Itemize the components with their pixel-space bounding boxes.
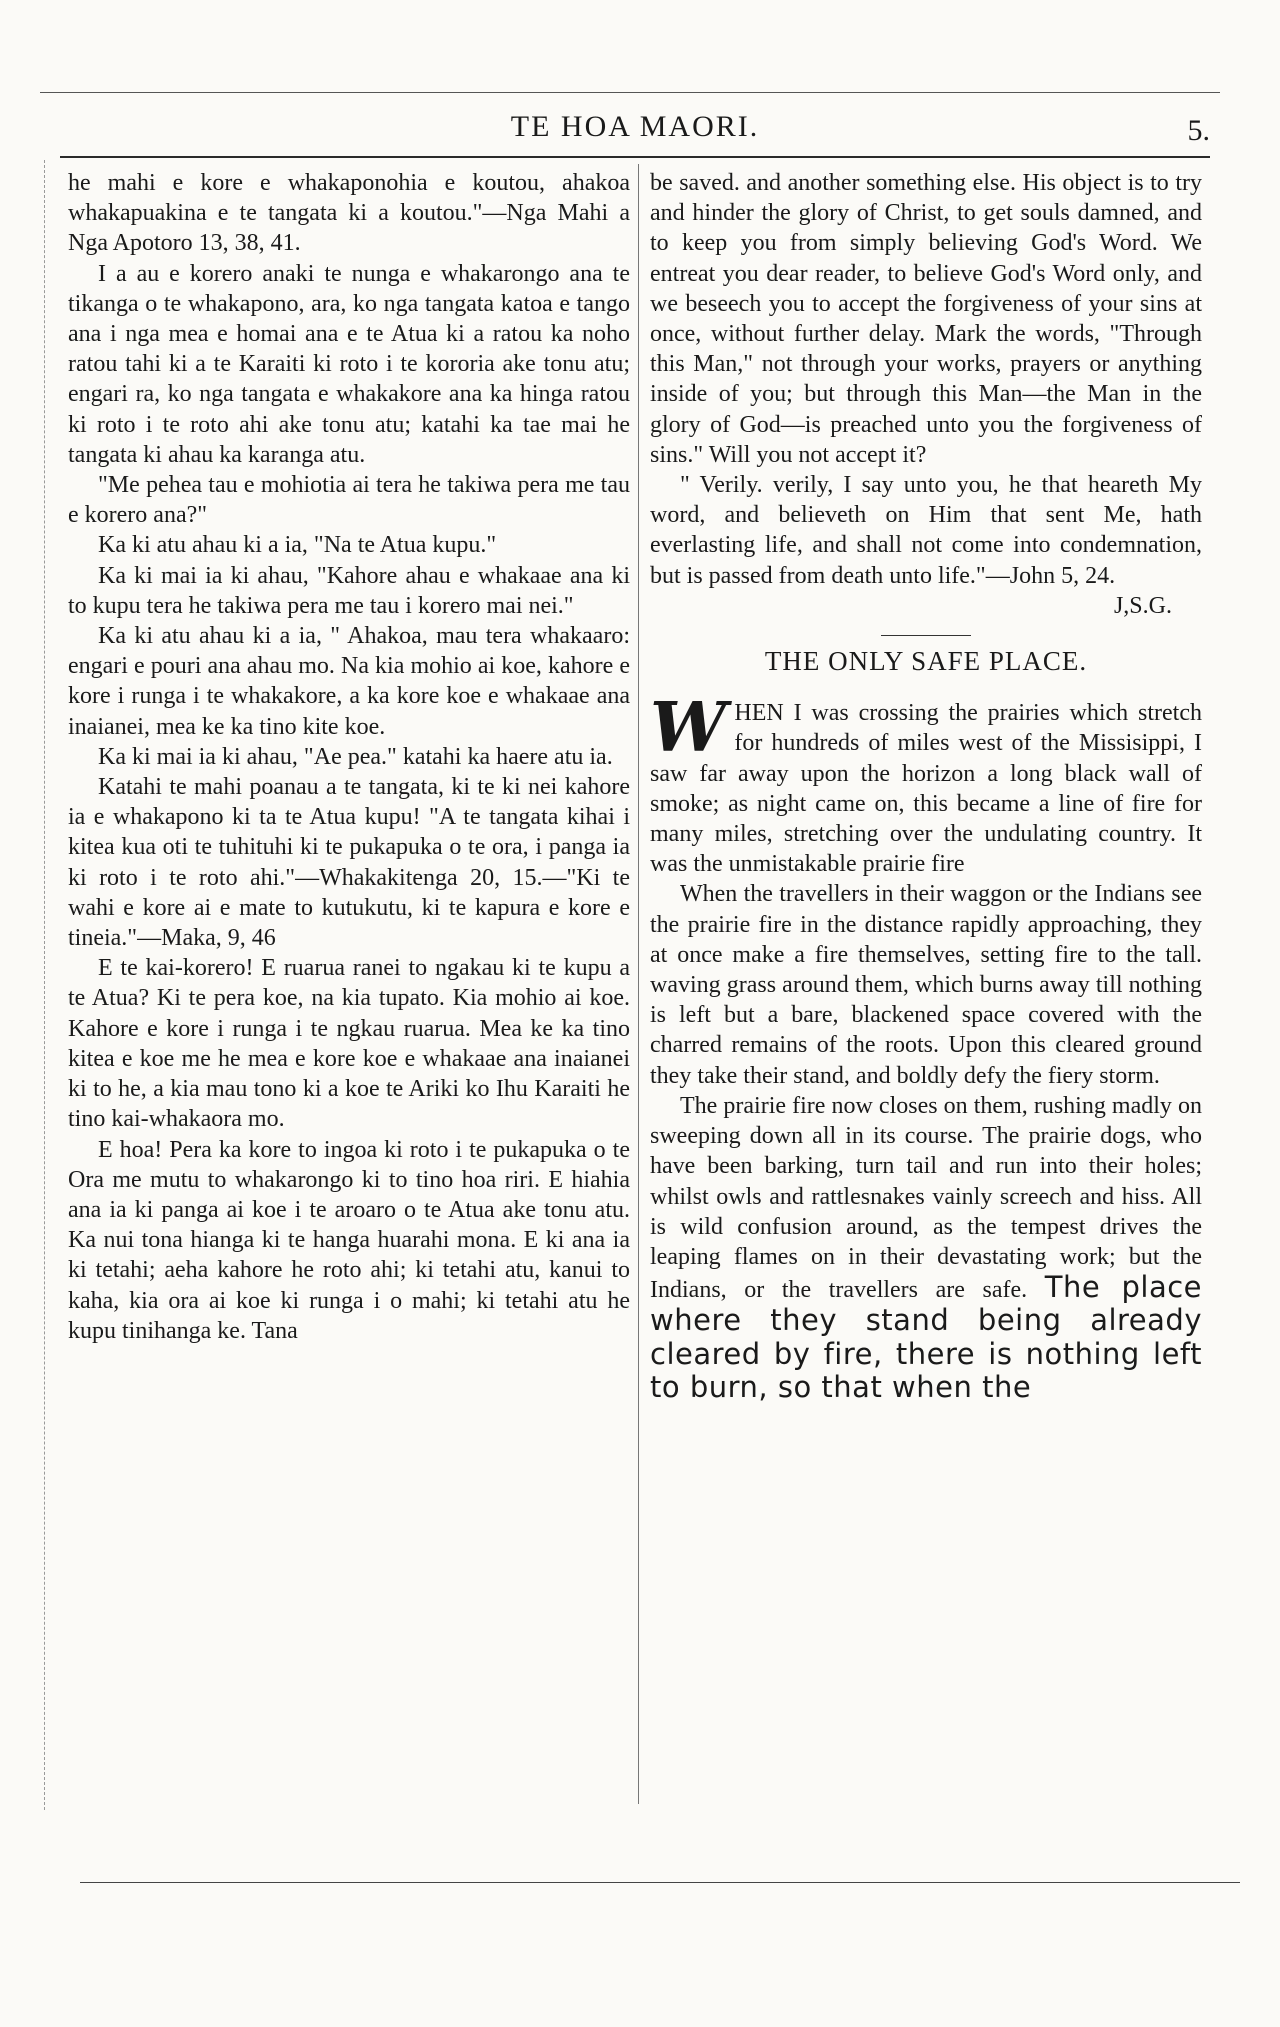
left-paragraph-5: Ka ki mai ia ki ahau, "Kahore ahau e whakaae ana ki to kupu tera he takiwa pera me tau i korero mai nei." <box>68 562 630 619</box>
right-paragraph-4: When the travellers in their waggon or the Indians see the prairie fire in the distance rapidly approaching, they at once make a fire themselves, setting fire to the tall. waving grass around them, which burns away till nothing is left but a bare, blackened space covered with the charred remains of the roots. Upon this cleared ground they take their stand, and boldly defy the fiery storm. <box>650 881 1202 1089</box>
opening-text: HEN I was crossing the prairies which stretch for hundreds of miles west of the Missisippi, I saw far away upon the horizon a long black wall of smoke; as night came on, this became a line of fire for many miles, stretching over the undulating country. It was the unmistakable prairie fire <box>650 700 1202 878</box>
left-paragraph-8: Katahi te mahi poanau a te tangata, ki te ki nei kahore ia e whakapono ki ta te Atua kupu! "A te tangata kihai i kitea kua oti te tuhituhi ki te pukapuka o te ora, i panga ia ki roto i te roto ahi."—Whakakitenga 20, 15.—"Ki te wahi e kore ai e mate to kutukutu, ki te kapura e kore e tineia."—Maka, 9, 46 <box>68 774 630 952</box>
bottom-rule <box>80 1882 1240 1883</box>
left-paragraph-3: "Me pehea tau e mohiotia ai tera he takiwa pera me tau e korero ana?" <box>68 472 630 529</box>
top-rule <box>40 92 1220 93</box>
paragraph-5-text: The prairie fire now closes on them, rushing madly on sweeping down all in its course. The prairie dogs, who have been barking, turn tail and run into their holes; whilst owls and rattlesnakes vainly screech and hiss. All is wild confusion around, as the tempest drives the leaping flames on in their devastating work; but the Indians, or the travellers are safe. <box>650 1092 1202 1304</box>
right-column <box>650 168 1202 1405</box>
section-divider <box>881 635 971 636</box>
page-number: 5. <box>1187 114 1210 147</box>
right-paragraph-5 <box>650 1091 1202 1405</box>
left-paragraph-1: he mahi e kore e whakaponohia e koutou, ahakoa whakapuakina e te tangata ki a koutou."—Nga Mahi a Nga Apotoro 13, 38, 41. <box>68 170 630 257</box>
margin-rule <box>44 160 45 1810</box>
column-divider <box>638 164 639 1804</box>
left-paragraph-4: Ka ki atu ahau ki a ia, "Na te Atua kupu." <box>98 532 497 559</box>
page-header <box>60 108 1210 158</box>
right-paragraph-1: be saved. and another something else. His object is to try and hinder the glory of Christ, to get souls damned, and to keep you from simply believing God's Word. We entreat you dear reader, to believe God's Word only, and we beseech you to accept the forgiveness of your sins at once, without further delay. Mark the words, "Through this Man," not through your works, prayers or anything inside of you; but through this Man—the Man in the glory of God—is preached unto you the forgiveness of sins." Will you not accept it? <box>650 170 1202 468</box>
running-title: TE HOA MAORI. <box>510 110 760 143</box>
left-paragraph-7: Ka ki mai ia ki ahau, "Ae pea." katahi ka haere atu ia. <box>98 743 613 770</box>
right-paragraph-2: " Verily. verily, I say unto you, he that heareth My word, and believeth on Him that sent Me, hath everlasting life, and shall not come into condemnation, but is passed from death unto life."—John 5, 24. <box>650 472 1202 589</box>
paragraph-5-overprint: The place where they stand being already cleared by fire, there is nothing left to burn, so that when the <box>650 1270 1203 1404</box>
left-paragraph-6: Ka ki atu ahau ki a ia, " Ahakoa, mau tera whakaaro: engari e pouri ana ahau mo. Na kia mohio ai koe, kahore e kore i runga i te whakakore, a ka kore koe e whakaae ana inaianei, mea ke ka tino kite koe. <box>68 623 630 740</box>
drop-cap-letter: W <box>650 688 727 769</box>
left-column <box>68 168 630 1346</box>
left-paragraph-10: E hoa! Pera ka kore to ingoa ki roto i te pukapuka o te Ora me mutu to whakarongo ki to tino hoa riri. E hiahia ana ia ki panga ai koe i te aroaro o te Atua ake tonu atu. Ka nui tona hianga ki te hanga huarahi mona. E ki ana ia ki tetahi; aeha kahore he roto ahi; ki tetahi atu, kanui to kaha, kia ora ai koe ki runga i o mahi; ki tetahi atu he kupu tinihanga ke. Tana <box>68 1136 630 1344</box>
article-opening-paragraph <box>650 688 1202 879</box>
left-paragraph-2: I a au e korero anaki te nunga e whakarongo ana te tikanga o te whakapono, ara, ko nga tangata katoa e tango ana i nga mea e homai ana e te Atua ki a ratou ka noho ratou tahi ki a te Karaiti ki roto i te kororia ake tonu atu; engari ra, ko nga tangata e whakakore ana ka hinga ratou ki roto i te roto ahi ake tonu atu; katahi ka tae mai he tangata ki ahau ka karanga atu. <box>68 260 630 468</box>
left-paragraph-9: E te kai-korero! E ruarua ranei to ngakau ki te kupu a te Atua? Ki te pera koe, na kia tupato. Kia mohio ai koe. Kahore e kore i runga i te ngkau ruarua. Mea ke ka tino kitea e koe me he mea e kore koe e whakaae ana inaianei ki to he, a kia mau tono ki a koe te Ariki ko Ihu Karaiti he tino kai-whakaora mo. <box>68 955 630 1133</box>
article-title: THE ONLY SAFE PLACE. <box>764 646 1088 677</box>
author-signature: J,S.G. <box>1113 592 1172 619</box>
